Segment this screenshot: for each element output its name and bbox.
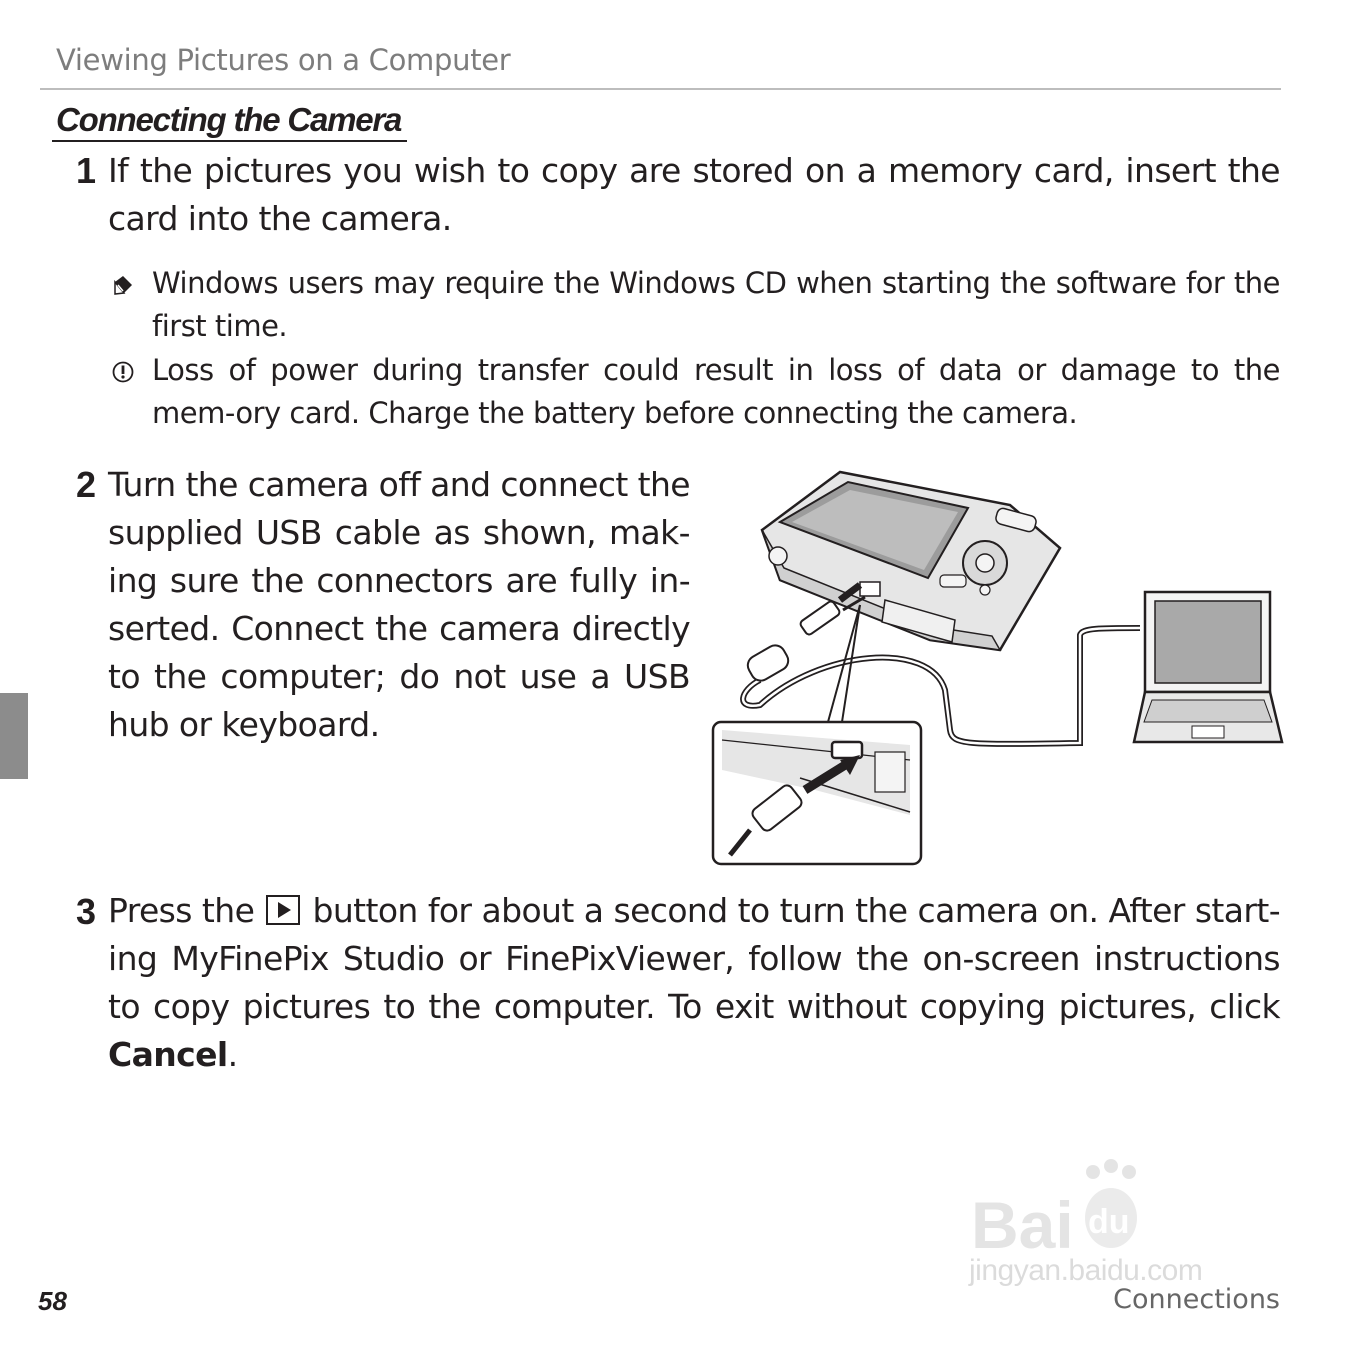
section-title: Connecting the Camera bbox=[52, 100, 407, 142]
svg-text:du: du bbox=[1088, 1203, 1130, 1241]
step-2-text: Turn the camera off and connect the supplied USB cable as shown, mak-ing sure the connectors are fully in-serted. Connect the camera directly to the computer; do not use a USB hub or keyboard. bbox=[108, 465, 690, 744]
step-2-number: 2 bbox=[76, 464, 96, 505]
pencil-note-icon bbox=[112, 274, 134, 296]
step-3-lead: Press the bbox=[108, 891, 255, 930]
step-3-text bbox=[108, 887, 1280, 1079]
usb-connection-illustration bbox=[700, 460, 1290, 870]
svg-text:Bai: Bai bbox=[971, 1188, 1074, 1258]
laptop-drawing bbox=[1134, 592, 1282, 742]
cancel-label: Cancel bbox=[108, 1035, 228, 1074]
step-3-period: . bbox=[227, 1035, 238, 1074]
header-rule bbox=[40, 88, 1281, 90]
step-1-number: 1 bbox=[76, 150, 96, 191]
baidu-paw-logo-icon bbox=[965, 1158, 1285, 1258]
watermark-url: jingyan.baidu.com bbox=[969, 1254, 1203, 1287]
step-3-number: 3 bbox=[76, 891, 96, 932]
footer-section-name: Connections bbox=[1113, 1284, 1280, 1315]
page-number: 58 bbox=[38, 1286, 67, 1316]
chapter-thumb-tab bbox=[0, 693, 28, 779]
step-3-body: button for about a second to turn the camera on. After start-ing MyFinePix Studio or FinePixViewer, follow the on-screen instructions to copy pictures to the computer. To exit without copying pictures, click bbox=[108, 891, 1281, 1026]
note-power-loss: Loss of power during transfer could result in loss of data or damage to the mem-ory card. Charge the battery before connecting the camera. bbox=[152, 353, 1280, 430]
step-1-text: If the pictures you wish to copy are stored on a memory card, insert the card into the camera. bbox=[108, 151, 1280, 238]
note-windows-cd: Windows users may require the Windows CD when starting the software for the first time. bbox=[152, 266, 1280, 343]
playback-button-icon bbox=[266, 895, 300, 925]
caution-icon bbox=[112, 361, 134, 383]
inset-closeup bbox=[713, 722, 921, 864]
running-head: Viewing Pictures on a Computer bbox=[56, 43, 511, 77]
